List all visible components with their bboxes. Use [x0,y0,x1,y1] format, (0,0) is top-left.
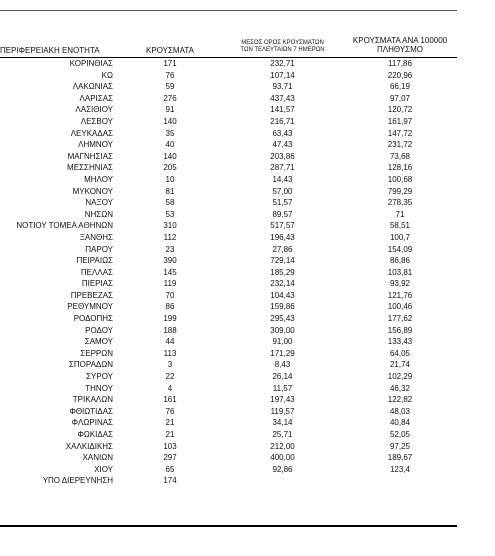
table-row [0,151,457,163]
cell-per-100k: 117,86 [388,59,412,68]
table-row [0,232,457,244]
cell-region: ΠΙΕΡΙΑΣ [81,279,113,289]
cell-avg-7-days: 57,00 [272,186,293,196]
cell-per-100k: 52,05 [389,430,411,439]
cell-region: ΦΘΙΩΤΙΔΑΣ [69,406,113,416]
cell-avg-7-days: 34,14 [272,418,293,428]
cell-per-100k: 103,81 [387,267,413,277]
cell-cases: 44 [165,337,175,347]
table-row [0,255,457,267]
cell-cases: 35 [165,128,175,138]
cell-cases: 65 [165,464,175,474]
table-row [0,278,457,290]
table-row [0,359,457,371]
cell-region: ΡΕΘΥΜΝΟΥ [67,302,113,312]
cell-region: ΦΛΩΡΙΝΑΣ [71,418,113,428]
cell-per-100k: 120,72 [387,105,413,115]
table-row [0,325,457,337]
cell-per-100k: 93,92 [389,279,411,289]
cell-region: ΛΕΥΚΑΔΑΣ [70,128,113,138]
header-cases: ΚΡΟΥΣΜΑΤΑ [146,46,194,55]
cell-cases: 76 [165,70,175,80]
cell-avg-7-days: 119,57 [270,406,295,416]
cell-region: ΝΑΞΟΥ [85,198,113,208]
cell-per-100k: 121,76 [387,290,413,300]
cell-region: ΧΑΝΙΩΝ [82,453,113,463]
cell-region: ΝΟΤΙΟΥ ΤΟΜΕΑ ΑΘΗΝΩΝ [16,221,113,231]
table-row [0,464,457,476]
cell-cases: 174 [163,476,177,486]
cell-avg-7-days: 232,71 [270,59,295,68]
cell-region: ΛΑΣΙΘΙΟΥ [75,105,113,115]
cell-cases: 276 [163,93,177,103]
cell-avg-7-days: 89,57 [272,209,293,219]
table-row [0,371,457,383]
cell-per-100k: 46,32 [389,383,411,393]
cell-per-100k: 189,67 [387,453,413,463]
cell-region: ΧΑΛΚΙΔΙΚΗΣ [65,441,113,451]
cell-avg-7-days: 287,71 [270,163,295,173]
cell-region: ΛΕΣΒΟΥ [80,116,113,126]
cell-per-100k: 100,46 [387,302,413,312]
cell-avg-7-days: 8,43 [274,360,291,370]
cell-region: ΜΥΚΟΝΟΥ [72,186,113,196]
cell-per-100k: 21,74 [389,360,411,370]
table-row [0,128,457,140]
cell-per-100k: 40,84 [389,418,411,428]
cell-avg-7-days: 212,00 [270,441,295,451]
table-row [0,406,457,418]
table-row [0,452,457,464]
table-row [0,116,457,128]
cell-per-100k: 122,82 [387,395,413,405]
cell-region: ΛΑΡΙΣΑΣ [79,93,113,103]
cell-region: ΠΡΕΒΕΖΑΣ [70,290,113,300]
table-row [0,417,457,429]
cell-avg-7-days: 232,14 [270,279,295,289]
table-row [0,267,457,279]
table-row [0,475,457,487]
cell-per-100k: 71 [395,209,405,219]
table-row [0,394,457,406]
cell-region: ΣΕΡΡΩΝ [80,348,113,358]
cell-per-100k: 97,25 [389,441,411,451]
cell-avg-7-days: 216,71 [270,116,295,126]
cell-per-100k: 799,29 [387,186,413,196]
table-row [0,58,457,70]
cell-region: ΧΙΟΥ [94,464,113,474]
table-row [0,139,457,151]
table-row [0,301,457,313]
cell-region: ΣΥΡΟΥ [86,372,113,382]
cell-per-100k: 177,62 [387,314,413,324]
cell-avg-7-days: 25,71 [272,430,293,439]
table-row [0,81,457,93]
cell-per-100k: 147,72 [387,128,413,138]
table-row [0,70,457,82]
cell-cases: 81 [165,186,175,196]
cell-cases: 199 [163,314,177,324]
cell-cases: 297 [163,453,177,463]
cell-avg-7-days: 309,00 [270,325,295,335]
cell-per-100k: 97,07 [389,93,411,103]
cell-per-100k: 64,05 [389,348,411,358]
header-region: ΠΕΡΙΦΕΡΕΙΑΚΗ ΕΝΟΤΗΤΑ [0,46,100,55]
cell-cases: 161 [163,395,177,405]
cell-cases: 70 [165,290,175,300]
cell-cases: 23 [165,244,175,254]
cell-per-100k: 161,97 [387,116,413,126]
table-row [0,429,457,441]
cell-avg-7-days: 517,57 [270,221,295,231]
cell-avg-7-days: 729,14 [270,256,295,266]
cell-cases: 390 [163,256,177,266]
cell-region: ΦΩΚΙΔΑΣ [77,430,113,439]
cell-per-100k: 220,96 [387,70,413,80]
table-row [0,441,457,453]
cell-cases: 40 [165,140,175,150]
cell-cases: 205 [163,163,177,173]
cell-per-100k: 128,16 [387,163,413,173]
cell-region: ΜΕΣΣΗΝΙΑΣ [67,163,113,173]
cell-region: ΛΑΚΩΝΙΑΣ [72,82,113,92]
table-row [0,348,457,360]
cell-avg-7-days: 104,43 [270,290,295,300]
header-per-line2: ΠΛΗΘΥΣΜΟ [376,45,424,54]
cell-avg-7-days: 92,86 [272,464,293,474]
cell-region: ΝΗΣΩΝ [84,209,113,219]
cell-avg-7-days: 295,43 [270,314,295,324]
cell-cases: 22 [165,372,175,382]
cell-avg-7-days: 63,43 [272,128,293,138]
cell-avg-7-days: 185,29 [270,267,295,277]
cell-cases: 171 [163,59,177,68]
header-avg-line2: ΤΩΝ ΤΕΛΕΥΤΑΙΩΝ 7 ΗΜΕΡΩΝ [240,47,325,53]
cell-avg-7-days: 11,57 [272,383,293,393]
header-per-line1: ΚΡΟΥΣΜΑΤΑ ΑΝΑ 100000 [352,36,448,45]
table-row [0,162,457,174]
cell-per-100k: 154,09 [387,244,413,254]
cell-avg-7-days: 26,14 [272,372,293,382]
cell-cases: 21 [165,418,175,428]
bottom-divider [0,525,457,527]
cell-cases: 140 [163,116,177,126]
cell-cases: 86 [165,302,175,312]
table-row [0,174,457,186]
cell-region: ΣΑΜΟΥ [84,337,113,347]
cell-per-100k: 100,7 [389,232,411,242]
table-row [0,93,457,105]
cell-region: ΞΑΝΘΗΣ [79,232,113,242]
cell-cases: 53 [165,209,175,219]
cell-avg-7-days: 51,57 [272,198,293,208]
table-row [0,336,457,348]
cell-avg-7-days: 27,86 [272,244,293,254]
cell-cases: 188 [163,325,177,335]
header-per-100k [345,36,455,54]
header-avg-7-days [225,40,340,54]
cell-cases: 140 [163,151,177,161]
cell-region: ΣΠΟΡΑΔΩΝ [68,360,113,370]
cell-per-100k: 133,43 [387,337,413,347]
cell-per-100k: 102,29 [387,372,413,382]
cell-cases: 76 [165,406,175,416]
cell-per-100k: 86,86 [389,256,411,266]
table-row [0,383,457,395]
cell-region: ΠΕΙΡΑΙΩΣ [76,256,113,266]
cell-cases: 4 [167,383,173,393]
cell-avg-7-days: 93,71 [272,82,293,92]
cell-per-100k: 231,72 [387,140,413,150]
cell-region: ΠΕΛΛΑΣ [80,267,113,277]
cell-cases: 10 [165,174,175,184]
cell-avg-7-days: 400,00 [270,453,295,463]
cell-per-100k: 66,19 [389,82,411,92]
top-divider [0,10,457,11]
cell-region: ΤΗΝΟΥ [85,383,113,393]
table-row [0,220,457,232]
cell-region: ΥΠΟ ΔΙΕΡΕΥΝΗΣΗ [42,476,113,486]
cell-cases: 113 [163,348,177,358]
cell-cases: 119 [163,279,177,289]
cell-cases: 91 [165,105,175,115]
cell-avg-7-days: 159,86 [270,302,295,312]
table-row [0,290,457,302]
table-row [0,209,457,221]
cell-region: ΡΟΔΟΠΗΣ [73,314,113,324]
cell-avg-7-days: 196,43 [270,232,295,242]
cell-avg-7-days: 437,43 [270,93,295,103]
cell-cases: 21 [165,430,175,439]
cell-region: ΡΟΔΟΥ [85,325,113,335]
cell-cases: 145 [163,267,177,277]
table-row [0,313,457,325]
cell-avg-7-days: 141,57 [270,105,295,115]
cell-avg-7-days: 14,43 [272,174,293,184]
cell-avg-7-days: 203,86 [270,151,295,161]
cell-per-100k: 123,4 [389,464,411,474]
cell-per-100k: 73,68 [389,151,411,161]
header-avg-line1: ΜΕΣΟΣ ΟΡΟΣ ΚΡΟΥΣΜΑΤΩΝ [241,40,324,46]
cell-per-100k: 58,51 [389,221,411,231]
cell-avg-7-days: 197,43 [270,395,295,405]
cell-region: ΛΗΜΝΟΥ [78,140,113,150]
table-row [0,104,457,116]
cell-per-100k: 156,89 [387,325,413,335]
cell-region: ΤΡΙΚΑΛΩΝ [72,395,113,405]
cell-avg-7-days: 107,14 [270,70,295,80]
cell-per-100k: 100,68 [387,174,413,184]
cell-cases: 3 [167,360,173,370]
cell-avg-7-days: 91,00 [272,337,293,347]
table-row [0,197,457,209]
cell-avg-7-days: 171,29 [270,348,295,358]
table-row [0,186,457,198]
cell-cases: 58 [165,198,175,208]
table-body [0,58,457,487]
cell-cases: 103 [163,441,177,451]
cell-region: ΜΑΓΝΗΣΙΑΣ [67,151,113,161]
cell-region: ΚΩ [101,70,113,80]
cell-per-100k: 48,03 [389,406,411,416]
cell-region: ΠΑΡΟΥ [85,244,113,254]
table-row [0,244,457,256]
cell-cases: 310 [163,221,177,231]
cell-cases: 59 [165,82,175,92]
cell-region: ΜΗΛΟΥ [84,174,113,184]
cell-region: ΚΟΡΙΝΘΙΑΣ [69,59,113,68]
cell-cases: 112 [163,232,177,242]
cell-per-100k: 278,35 [387,198,413,208]
cell-avg-7-days: 47,43 [272,140,293,150]
